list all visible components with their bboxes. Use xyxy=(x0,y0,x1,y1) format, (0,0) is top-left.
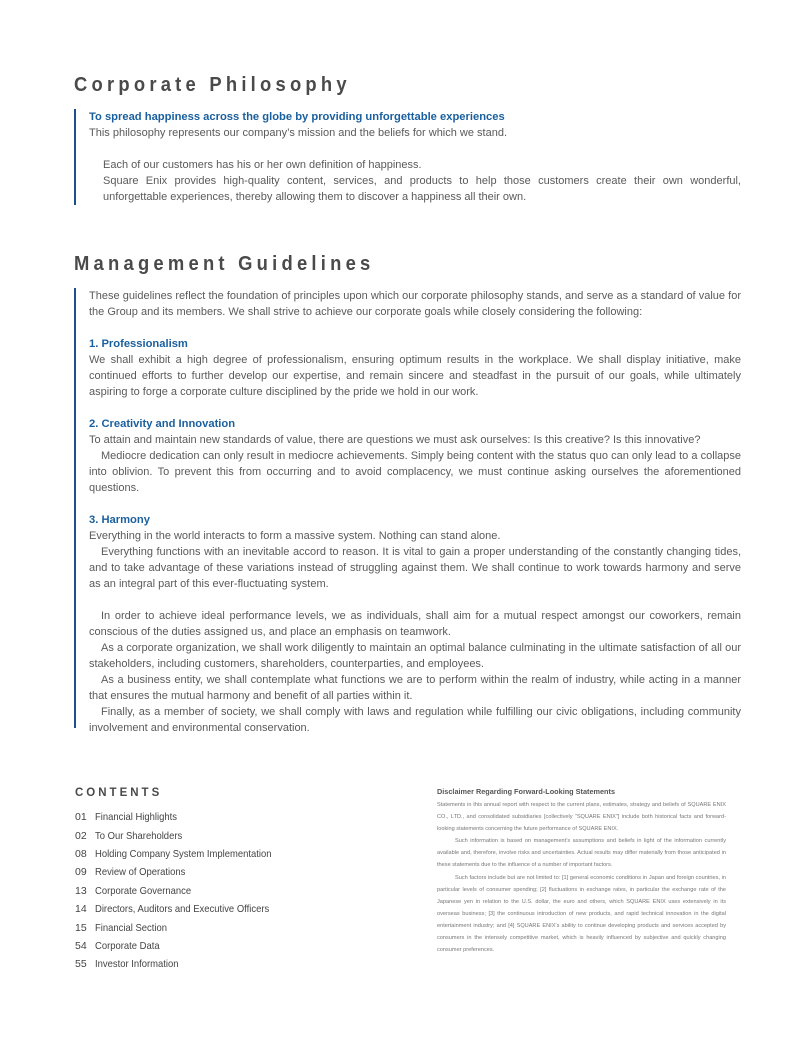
guideline-text: To attain and maintain new standards of value, there are questions we must ask ourselves: Is this creative? Is this innovative? xyxy=(89,434,701,446)
philosophy-para-2: Square Enix provides high-quality content, services, and products to help those customers create their own wonderful, unforgettable experiences, thereby allowing them to discover a happiness all their own. xyxy=(103,175,741,203)
toc-item[interactable] xyxy=(75,918,291,936)
toc-item[interactable] xyxy=(75,826,291,844)
guideline-heading-harmony: 3. Harmony xyxy=(89,514,150,526)
disclaimer-section xyxy=(437,787,726,956)
toc-page: 09 xyxy=(75,866,87,879)
toc-label: Corporate Data xyxy=(95,939,160,952)
toc-page: 13 xyxy=(75,884,87,897)
toc-page: 02 xyxy=(75,829,87,842)
toc-label: To Our Shareholders xyxy=(95,829,183,842)
philosophy-para-1: Each of our customers has his or her own definition of happiness. xyxy=(103,159,422,171)
toc-item[interactable] xyxy=(75,845,291,863)
guideline-heading-professionalism: 1. Professionalism xyxy=(89,338,188,350)
toc-item[interactable] xyxy=(75,863,291,881)
guideline-heading-creativity: 2. Creativity and Innovation xyxy=(89,418,236,430)
closing-para: In order to achieve ideal performance levels, we as individuals, shall aim for a mutual respect amongst our coworkers, remain conscious of the duties assigned us, and place an emphasis on teamwork. xyxy=(89,610,741,638)
guideline-text: We shall exhibit a high degree of professionalism, ensuring optimum results in the workplace. We shall display initiative, make continued efforts to further develop our expertise, and remain sincere and steadfast in the pursuit of our goals, while ultimately aspiring to forge a corporate culture disciplined by the pride we hold in our work. xyxy=(89,354,741,398)
toc-item[interactable] xyxy=(75,808,291,826)
toc-label: Directors, Auditors and Executive Officers xyxy=(95,903,270,916)
guidelines-block xyxy=(74,288,741,734)
toc-item[interactable] xyxy=(75,937,291,955)
corporate-philosophy-title: Corporate Philosophy xyxy=(74,74,351,96)
guideline-text: Mediocre dedication can only result in mediocre achievements. Simply being content with the status quo can only lead to a collapse into oblivion. To prevent this from occurring and to avoid complacency, we must continue asking ourselves the aforementioned questions. xyxy=(89,450,741,494)
toc-item[interactable] xyxy=(75,882,291,900)
toc-item[interactable] xyxy=(75,955,291,973)
guideline-text: Everything functions with an inevitable accord to reason. It is vital to gain a proper understanding of the constantly changing tides, and to take advantage of these variations instead of struggling against them. We shall continue to work towards harmony and serve as an integral part of this ever-fluctuating system. xyxy=(89,546,741,590)
disclaimer-para: Such factors include but are not limited to: [1] general economic conditions in Japan and foreign countries, in particular levels of consumer spending; [2] fluctuations in exchange rates, in particular the exchange rate of the Japanese yen in relation to the U.S. dollar, the euro and others, which SQUARE ENIX uses extensively in its overseas business; [3] the continuous introduction of new products, and rapid technical innovation in the digital entertainment industry; and [4] SQUARE ENIX’s ability to continue developing products and services accepted by consumers in the intensely competitive market, which is heavily influenced by subjective and quickly changing consumer preferences. xyxy=(437,874,726,954)
closing-para: Finally, as a member of society, we shall comply with laws and regulation while fulfilling our civic obligations, including community involvement and environmental conservation. xyxy=(89,706,741,734)
toc-label: Corporate Governance xyxy=(95,884,192,897)
toc-page: 14 xyxy=(75,903,87,916)
toc-label: Holding Company System Implementation xyxy=(95,847,272,860)
toc-item[interactable] xyxy=(75,900,291,918)
philosophy-subline: This philosophy represents our company’s mission and the beliefs for which we stand. xyxy=(89,127,508,139)
toc-page: 55 xyxy=(75,958,87,971)
closing-para: As a corporate organization, we shall work diligently to maintain an optimal balance culminating in the ultimate satisfaction of all our stakeholders, including customers, shareholders, counterparties, and employees. xyxy=(89,642,741,670)
toc-page: 01 xyxy=(75,811,87,824)
guidelines-intro: These guidelines reflect the foundation of principles upon which our corporate philosophy stands, and serve as a standard of value for the Group and its members. We shall strive to achieve our corporate goals while closely considering the following: xyxy=(89,290,741,318)
closing-para: As a business entity, we shall contemplate what functions we are to perform within the realm of industry, while acting in a manner that ensures the mutual harmony and benefit of all parties within it. xyxy=(89,674,741,702)
toc-label: Investor Information xyxy=(95,958,179,971)
toc-label: Financial Highlights xyxy=(95,811,177,824)
toc-page: 15 xyxy=(75,921,87,934)
toc-page: 08 xyxy=(75,847,87,860)
contents-title: CONTENTS xyxy=(75,787,163,799)
guideline-text: Everything in the world interacts to form a massive system. Nothing can stand alone. xyxy=(89,530,501,542)
disclaimer-para: Statements in this annual report with respect to the current plans, estimates, strategy and beliefs of SQUARE ENIX CO., LTD., and consolidated subsidiaries [collectively “SQUARE ENIX”] include both historical facts and forward-looking statements concerning the future performance of SQUARE ENIX. xyxy=(437,802,726,833)
toc-label: Financial Section xyxy=(95,921,167,934)
toc-label: Review of Operations xyxy=(95,866,186,879)
philosophy-headline: To spread happiness across the globe by providing unforgettable experiences xyxy=(89,111,505,123)
disclaimer-title: Disclaimer Regarding Forward-Looking Statements xyxy=(437,787,615,796)
disclaimer-para: Such information is based on management’s assumptions and beliefs in light of the information currently available and, therefore, involve risks and uncertainties. Actual results may differ materially from those anticipated in these statements due to the influence of a number of important factors. xyxy=(437,838,726,869)
toc-page: 54 xyxy=(75,939,87,952)
philosophy-block xyxy=(74,109,741,205)
management-guidelines-title: Management Guidelines xyxy=(74,253,375,275)
table-of-contents xyxy=(75,808,291,974)
